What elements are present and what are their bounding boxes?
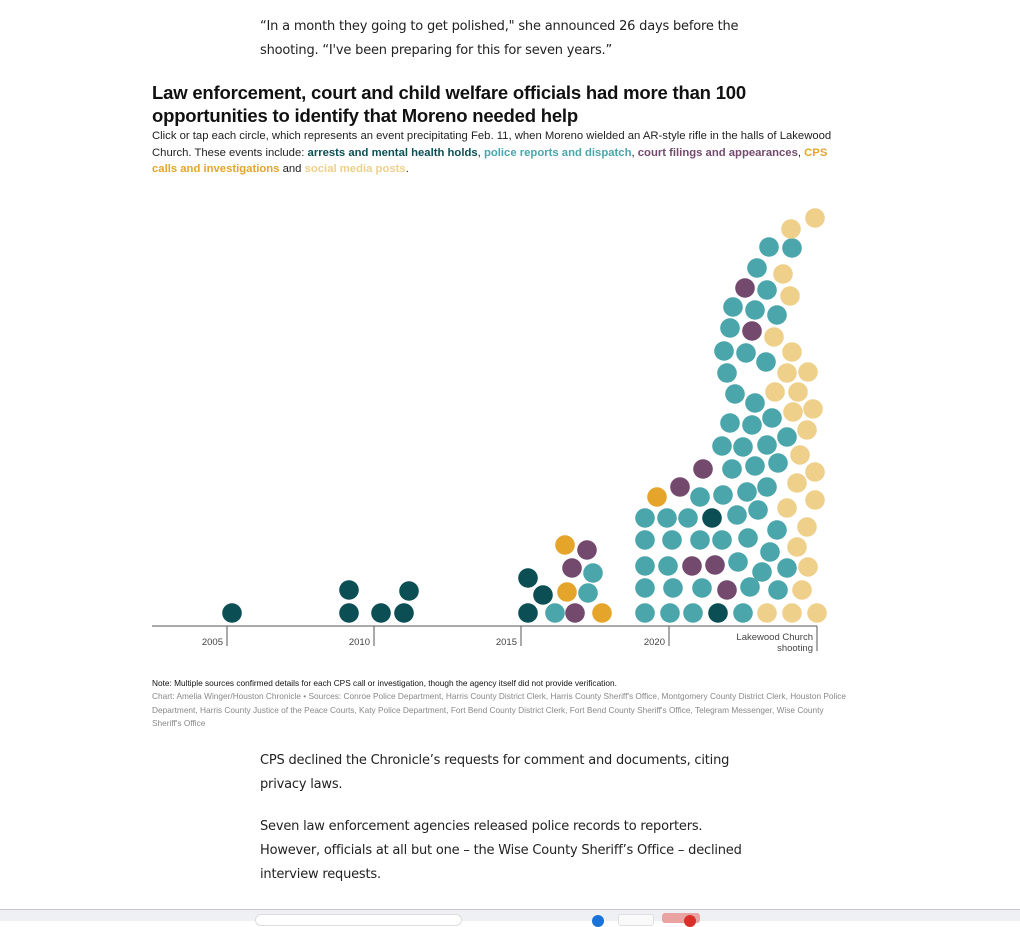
- x-tick-label: 2005: [201, 637, 223, 648]
- event-dot[interactable]: [518, 568, 538, 588]
- subtitle-sep: ,: [477, 146, 484, 159]
- event-dot[interactable]: [660, 603, 680, 623]
- event-dot[interactable]: [777, 427, 797, 447]
- paragraph-after-chart-1: [260, 749, 760, 797]
- event-dot[interactable]: [742, 415, 762, 435]
- event-dot[interactable]: [705, 555, 725, 575]
- event-dot[interactable]: [762, 408, 782, 428]
- subtitle-end: .: [405, 163, 409, 175]
- taskbar: [0, 909, 1020, 921]
- event-dot[interactable]: [764, 327, 784, 347]
- event-dot[interactable]: [760, 542, 780, 562]
- event-dot[interactable]: [723, 297, 743, 317]
- event-dot[interactable]: [736, 343, 756, 363]
- event-dot[interactable]: [518, 603, 538, 623]
- event-dot[interactable]: [577, 540, 597, 560]
- event-dot[interactable]: [735, 278, 755, 298]
- event-dot[interactable]: [712, 530, 732, 550]
- event-dot[interactable]: [658, 556, 678, 576]
- event-dot[interactable]: [545, 603, 565, 623]
- blue-dot-app-icon[interactable]: [592, 915, 604, 927]
- event-dot[interactable]: [692, 578, 712, 598]
- event-dot[interactable]: [737, 482, 757, 502]
- event-dot[interactable]: [798, 557, 818, 577]
- event-dot[interactable]: [768, 453, 788, 473]
- event-dot[interactable]: [757, 477, 777, 497]
- event-dot[interactable]: [745, 393, 765, 413]
- event-dot[interactable]: [657, 508, 677, 528]
- subtitle-sep: ,: [797, 146, 805, 159]
- event-dot[interactable]: [635, 508, 655, 528]
- event-dot[interactable]: [747, 258, 767, 278]
- paragraph-text: Seven law enforcement agencies released police records to reporters. However, officials at all but one – the Wise County Sheriff’s Office – declined interview requests.: [260, 819, 742, 882]
- x-tick-label: 2015: [495, 637, 517, 648]
- event-dot[interactable]: [663, 578, 683, 598]
- legend-cps: CPS calls and investigations: [152, 146, 828, 175]
- legend-police: police reports and dispatch: [483, 146, 632, 159]
- event-dot[interactable]: [722, 459, 742, 479]
- event-dot[interactable]: [662, 530, 682, 550]
- event-dot[interactable]: [797, 517, 817, 537]
- event-dot[interactable]: [565, 603, 585, 623]
- x-tick-label: 2010: [348, 637, 370, 648]
- event-dot[interactable]: [728, 552, 748, 572]
- event-dot[interactable]: [713, 485, 733, 505]
- event-dot[interactable]: [782, 342, 802, 362]
- taskbar-search-box[interactable]: [255, 914, 462, 926]
- event-dot[interactable]: [738, 528, 758, 548]
- event-dot[interactable]: [767, 520, 787, 540]
- event-dot[interactable]: [708, 603, 728, 623]
- legend-court: court filings and appearances: [637, 146, 798, 159]
- event-dot[interactable]: [683, 603, 703, 623]
- paragraph-text: “In a month they going to get polished," she announced 26 days before the shooting. “I've been preparing for this for seven years.”: [260, 19, 739, 58]
- event-dot[interactable]: [757, 280, 777, 300]
- event-dot[interactable]: [690, 530, 710, 550]
- x-tick-label: 2020: [643, 637, 665, 648]
- event-dot[interactable]: [807, 603, 827, 623]
- subtitle-and: and: [279, 163, 305, 175]
- paragraph-text: CPS declined the Chronicle’s requests for comment and documents, citing privacy laws.: [260, 753, 730, 792]
- event-dot[interactable]: [792, 580, 812, 600]
- x-tick-label-shooting: Lakewood Church shooting: [736, 632, 813, 654]
- event-dot[interactable]: [635, 603, 655, 623]
- paragraph-after-chart-2: [260, 815, 760, 887]
- event-dot[interactable]: [745, 300, 765, 320]
- event-dot[interactable]: [714, 341, 734, 361]
- event-dot[interactable]: [803, 399, 823, 419]
- event-dot[interactable]: [748, 500, 768, 520]
- legend-social: social media posts: [304, 163, 406, 175]
- event-dot[interactable]: [773, 264, 793, 284]
- event-dot[interactable]: [702, 508, 722, 528]
- event-dot[interactable]: [765, 382, 785, 402]
- event-dot[interactable]: [777, 498, 797, 518]
- event-dot[interactable]: [790, 445, 810, 465]
- event-dot[interactable]: [678, 508, 698, 528]
- chart-headline: Law enforcement, court and child welfare officials had more than 100 opportunities to identify that Moreno needed help: [152, 82, 746, 126]
- event-dot[interactable]: [371, 603, 391, 623]
- event-dot[interactable]: [562, 558, 582, 578]
- event-dot[interactable]: [781, 219, 801, 239]
- event-dot[interactable]: [720, 413, 740, 433]
- event-dot[interactable]: [745, 456, 765, 476]
- event-dot[interactable]: [733, 603, 753, 623]
- event-dot[interactable]: [725, 384, 745, 404]
- event-dot[interactable]: [733, 437, 753, 457]
- event-dot[interactable]: [787, 537, 807, 557]
- event-dot[interactable]: [394, 603, 414, 623]
- subtitle-sep: ,: [631, 146, 638, 159]
- event-dot[interactable]: [782, 238, 802, 258]
- event-dot[interactable]: [578, 583, 598, 603]
- event-dot[interactable]: [635, 578, 655, 598]
- event-dot[interactable]: [339, 580, 359, 600]
- event-dot[interactable]: [759, 237, 779, 257]
- event-dot[interactable]: [805, 490, 825, 510]
- event-dot[interactable]: [782, 603, 802, 623]
- event-dot[interactable]: [533, 585, 553, 605]
- event-dot[interactable]: [752, 562, 772, 582]
- event-dot[interactable]: [757, 435, 777, 455]
- event-dot[interactable]: [399, 581, 419, 601]
- chart-credit: Chart: Amelia Winger/Houston Chronicle • Sources: Conroe Police Department, Harris County District Clerk, Harris County Sheriff's Office, Montgomery County District Clerk, Houston Police Department, Harris County Justice of the Peace Courts, Katy Police Department, Fort Bend County District Clerk, Fort Bend County Sheriff's Office, Telegram Messenger, Wise County Sheriff's Office: [152, 691, 846, 728]
- event-dot[interactable]: [777, 558, 797, 578]
- blank-app-icon[interactable]: [618, 914, 654, 926]
- event-dot[interactable]: [756, 352, 776, 372]
- chart-note: Note: Multiple sources confirmed details for each CPS call or investigation, though the agency itself did not provide verification.: [152, 678, 617, 688]
- event-dot[interactable]: [635, 530, 655, 550]
- event-dot[interactable]: [690, 487, 710, 507]
- event-dot[interactable]: [557, 582, 577, 602]
- subtitle-intro: Click or tap each circle, which represents an event precipitating Feb. 11, when Moreno wielded an AR-style rifle in the halls of Lakewood Church. These events include:: [152, 130, 832, 159]
- legend-arrests: arrests and mental health holds: [307, 146, 478, 159]
- event-dot[interactable]: [670, 477, 690, 497]
- event-dot[interactable]: [742, 321, 762, 341]
- event-dot[interactable]: [693, 459, 713, 479]
- event-dots: [222, 208, 827, 623]
- event-dot[interactable]: [780, 286, 800, 306]
- event-dot[interactable]: [712, 436, 732, 456]
- event-dot[interactable]: [647, 487, 667, 507]
- event-dot[interactable]: [805, 462, 825, 482]
- event-dot[interactable]: [788, 382, 808, 402]
- event-dot[interactable]: [717, 580, 737, 600]
- event-dot[interactable]: [783, 402, 803, 422]
- event-dot[interactable]: [682, 556, 702, 576]
- event-dot[interactable]: [767, 305, 787, 325]
- event-dot[interactable]: [757, 603, 777, 623]
- event-dot[interactable]: [720, 318, 740, 338]
- event-dot[interactable]: [635, 556, 655, 576]
- event-dot[interactable]: [787, 473, 807, 493]
- red-dot-icon: [684, 915, 696, 927]
- event-dot[interactable]: [583, 563, 603, 583]
- event-dot[interactable]: [339, 603, 359, 623]
- event-dot[interactable]: [727, 505, 747, 525]
- event-dot[interactable]: [777, 363, 797, 383]
- event-dot[interactable]: [717, 363, 737, 383]
- event-dot[interactable]: [797, 420, 817, 440]
- event-dot[interactable]: [555, 535, 575, 555]
- event-dot[interactable]: [768, 580, 788, 600]
- event-dot[interactable]: [805, 208, 825, 228]
- event-dot[interactable]: [222, 603, 242, 623]
- event-dot[interactable]: [592, 603, 612, 623]
- event-dot[interactable]: [798, 362, 818, 382]
- x-axis-ticks: [202, 626, 817, 654]
